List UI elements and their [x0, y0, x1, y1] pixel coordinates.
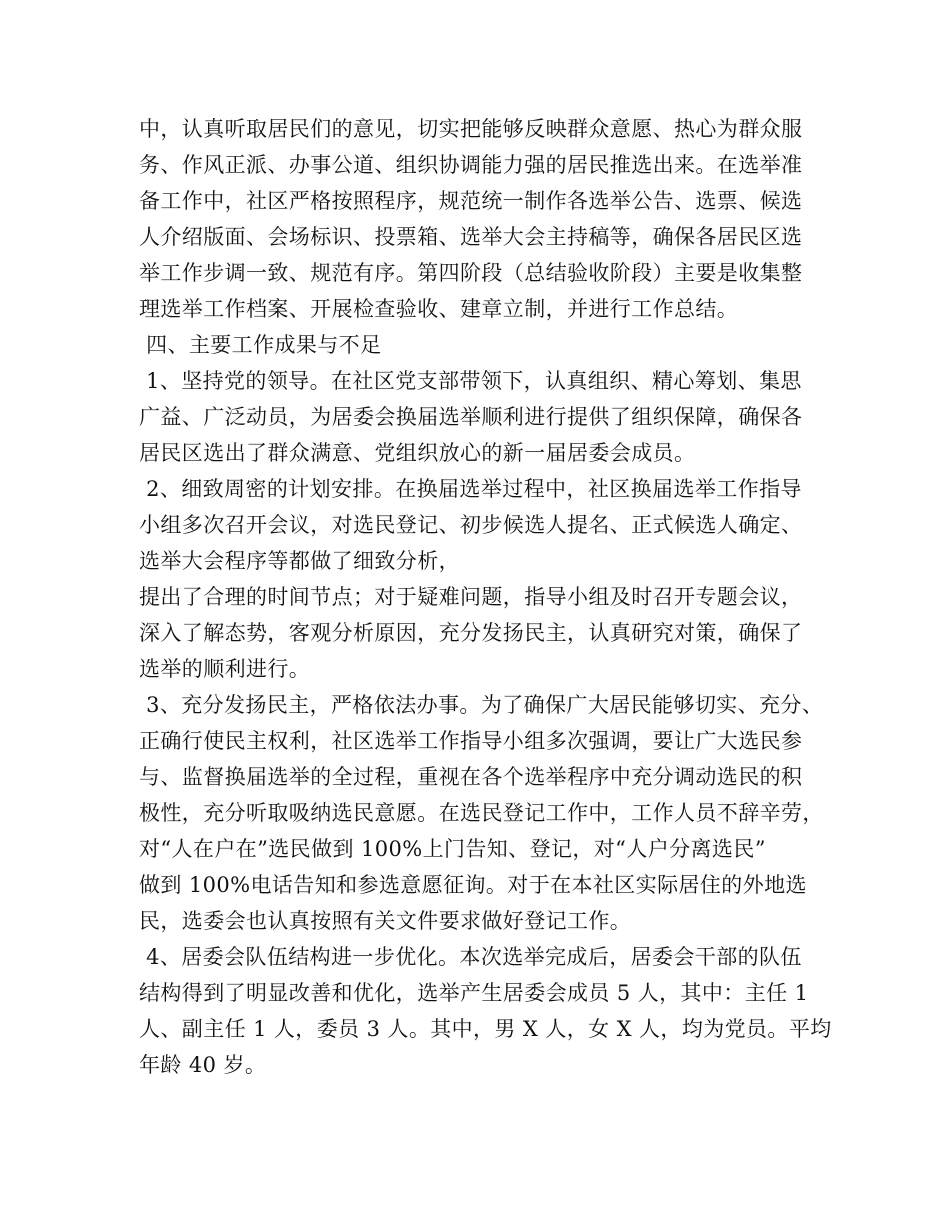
section-heading: 四、主要工作成果与不足: [139, 333, 382, 357]
text-line: 提出了合理的时间节点；对于疑难问题，指导小组及时召开专题会议，: [139, 585, 803, 609]
text-line: 1、坚持党的领导。在社区党支部带领下，认真组织、精心筹划、集思: [139, 369, 802, 393]
text-line: 广益、广泛动员，为居委会换届选举顺利进行提供了组织保障，确保各: [139, 405, 803, 429]
text-line: 居民区选出了群众满意、党组织放心的新一届居委会成员。: [139, 441, 696, 465]
text-line: 正确行使民主权利，社区选举工作指导小组多次强调，要让广大选民参: [139, 729, 803, 753]
text-line: 选举大会程序等都做了细致分析，: [139, 549, 460, 573]
text-line: 结构得到了明显改善和优化，选举产生居委会成员 5 人，其中：主任 1: [139, 981, 809, 1005]
text-line: 中，认真听取居民们的意见，切实把能够反映群众意愿、热心为群众服: [139, 117, 803, 141]
text-line: 深入了解态势，客观分析原因，充分发扬民主，认真研究对策，确保了: [139, 621, 803, 645]
text-line: 务、作风正派、办事公道、组织协调能力强的居民推选出来。在选举准: [139, 153, 803, 177]
text-line: 极性，充分听取吸纳选民意愿。在选民登记工作中，工作人员不辞辛劳，: [139, 801, 824, 825]
text-line: 选举的顺利进行。: [139, 657, 311, 681]
text-line: 备工作中，社区严格按照程序，规范统一制作各选举公告、选票、候选: [139, 189, 803, 213]
text-line: 人、副主任 1 人，委员 3 人。其中，男 X 人，女 X 人，均为党员。平均: [139, 1017, 832, 1041]
text-line: 3、充分发扬民主，严格依法办事。为了确保广大居民能够切实、充分、: [139, 693, 824, 717]
text-line: 4、居委会队伍结构进一步优化。本次选举完成后，居委会干部的队伍: [139, 945, 802, 969]
text-line: 人介绍版面、会场标识、投票箱、选举大会主持稿等，确保各居民区选: [139, 225, 803, 249]
text-line: 做到 100%电话告知和参选意愿征询。对于在本社区实际居住的外地选: [139, 873, 807, 897]
text-line: 举工作步调一致、规范有序。第四阶段（总结验收阶段）主要是收集整: [139, 261, 803, 285]
text-line: 民，选委会也认真按照有关文件要求做好登记工作。: [139, 909, 632, 933]
text-line: 与、监督换届选举的全过程，重视在各个选举程序中充分调动选民的积: [139, 765, 803, 789]
text-line: 小组多次召开会议，对选民登记、初步候选人提名、正式候选人确定、: [139, 513, 803, 537]
text-line: 年龄 40 岁。: [139, 1053, 267, 1077]
text-line: 理选举工作档案、开展检查验收、建章立制，并进行工作总结。: [139, 297, 739, 321]
text-line: 对“人在户在”选民做到 100%上门告知、登记，对“人户分离选民”: [139, 837, 766, 861]
text-line: 2、细致周密的计划安排。在换届选举过程中，社区换届选举工作指导: [139, 477, 802, 501]
